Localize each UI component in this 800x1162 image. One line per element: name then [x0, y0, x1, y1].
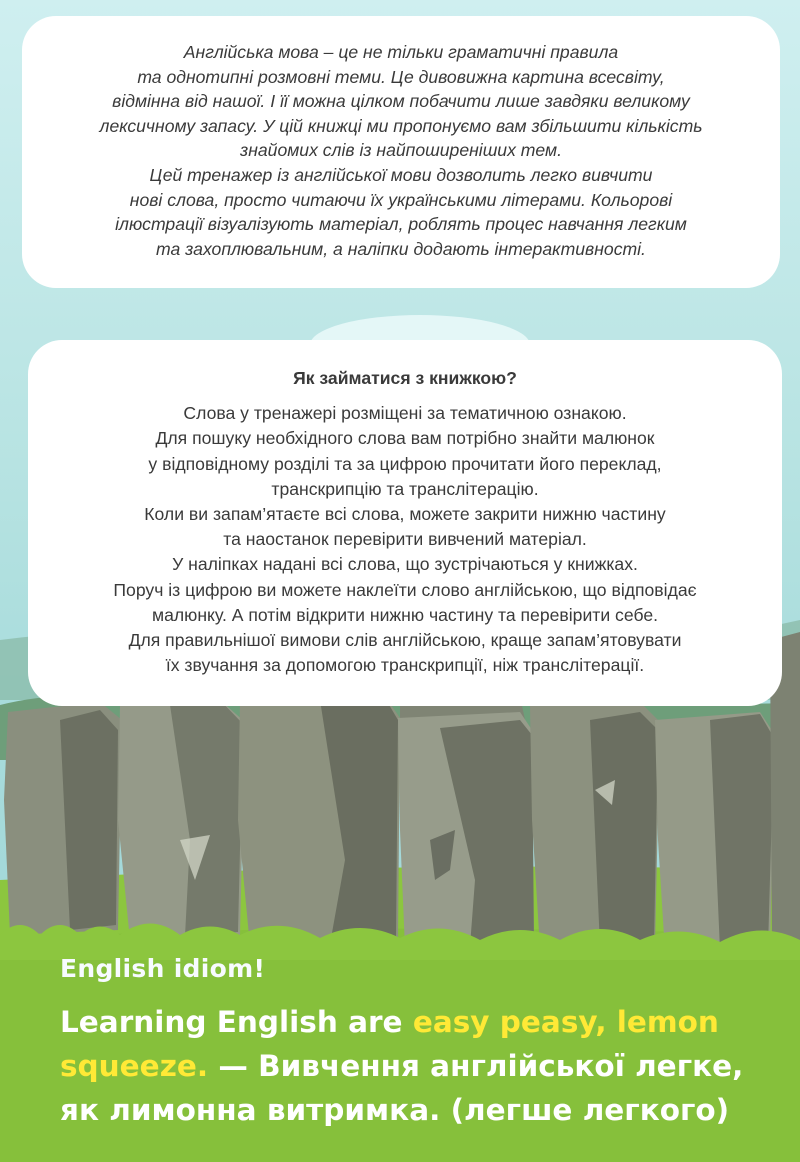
intro-line: ілюстрації візуалізують матеріал, роблять процес навчання легким: [115, 214, 687, 235]
idiom-line-2: [60, 1044, 780, 1088]
intro-card: [22, 16, 780, 288]
howto-line: Для правильнішої вимови слів англійською, краще запам’ятовувати: [128, 630, 682, 651]
howto-line: Поруч із цифрою ви можете наклеїти слово англійською, що відповідає: [113, 579, 697, 600]
howto-card: [28, 340, 782, 706]
intro-line: та однотипні розмовні теми. Це дивовижна картина всесвіту,: [137, 66, 665, 87]
intro-line: лексичному запасу. У цій книжці ми пропонуємо вам збільшити кількість: [99, 115, 703, 136]
howto-line: у відповідному розділі та за цифрою прочитати його переклад,: [148, 453, 662, 474]
stone-1-shadow: [60, 710, 118, 930]
stone-5-shadow: [590, 712, 658, 946]
howto-line: Слова у тренажері розміщені за тематичною ознакою.: [183, 403, 627, 424]
idiom-segment: — Вивчення англійської легке,: [208, 1049, 744, 1083]
howto-line: Коли ви запам’ятаєте всі слова, можете закрити нижню частину: [144, 504, 666, 525]
howto-line: У наліпках надані всі слова, що зустрічаються у книжках.: [172, 554, 638, 575]
howto-line: малюнку. А потім відкрити нижню частину та перевірити себе.: [151, 604, 658, 625]
howto-line: та наостанок перевірити вивчений матеріал.: [223, 529, 587, 550]
idiom-line-3: [60, 1088, 780, 1132]
idiom-text: [60, 1000, 780, 1132]
intro-line: Англійська мова – це не тільки граматичні правила: [183, 42, 619, 62]
idiom-segment: easy peasy, lemon: [412, 1005, 719, 1039]
intro-line: відмінна від нашої. І її можна цілком побачити лише завдяки великому: [112, 91, 690, 112]
howto-line: транскрипцію та транслітерацію.: [271, 478, 539, 499]
stone-6-shadow: [710, 714, 774, 950]
idiom-segment: squeeze.: [60, 1049, 209, 1083]
intro-line: знайомих слів із найпоширеніших тем.: [240, 140, 562, 161]
intro-line: та захоплювальним, а наліпки додають інтерактивності.: [156, 238, 646, 259]
howto-title: Як займатися з книжкою?: [293, 368, 517, 388]
idiom-heading: English idiom!: [60, 954, 266, 983]
howto-line: Для пошуку необхідного слова вам потрібно знайти малюнок: [155, 428, 655, 449]
intro-line: Цей тренажер із англійської мови дозволить легко вивчити: [149, 164, 653, 185]
intro-line: нові слова, просто читаючи їх українськими літерами. Кольорові: [129, 189, 673, 210]
idiom-line-1: [60, 1000, 780, 1044]
howto-line: їх звучання за допомогою транскрипції, ніж транслітерації.: [165, 655, 645, 676]
idiom-segment: як лимонна витримка. (легше легкого): [60, 1093, 730, 1127]
idiom-segment: Learning English are: [60, 1005, 413, 1039]
